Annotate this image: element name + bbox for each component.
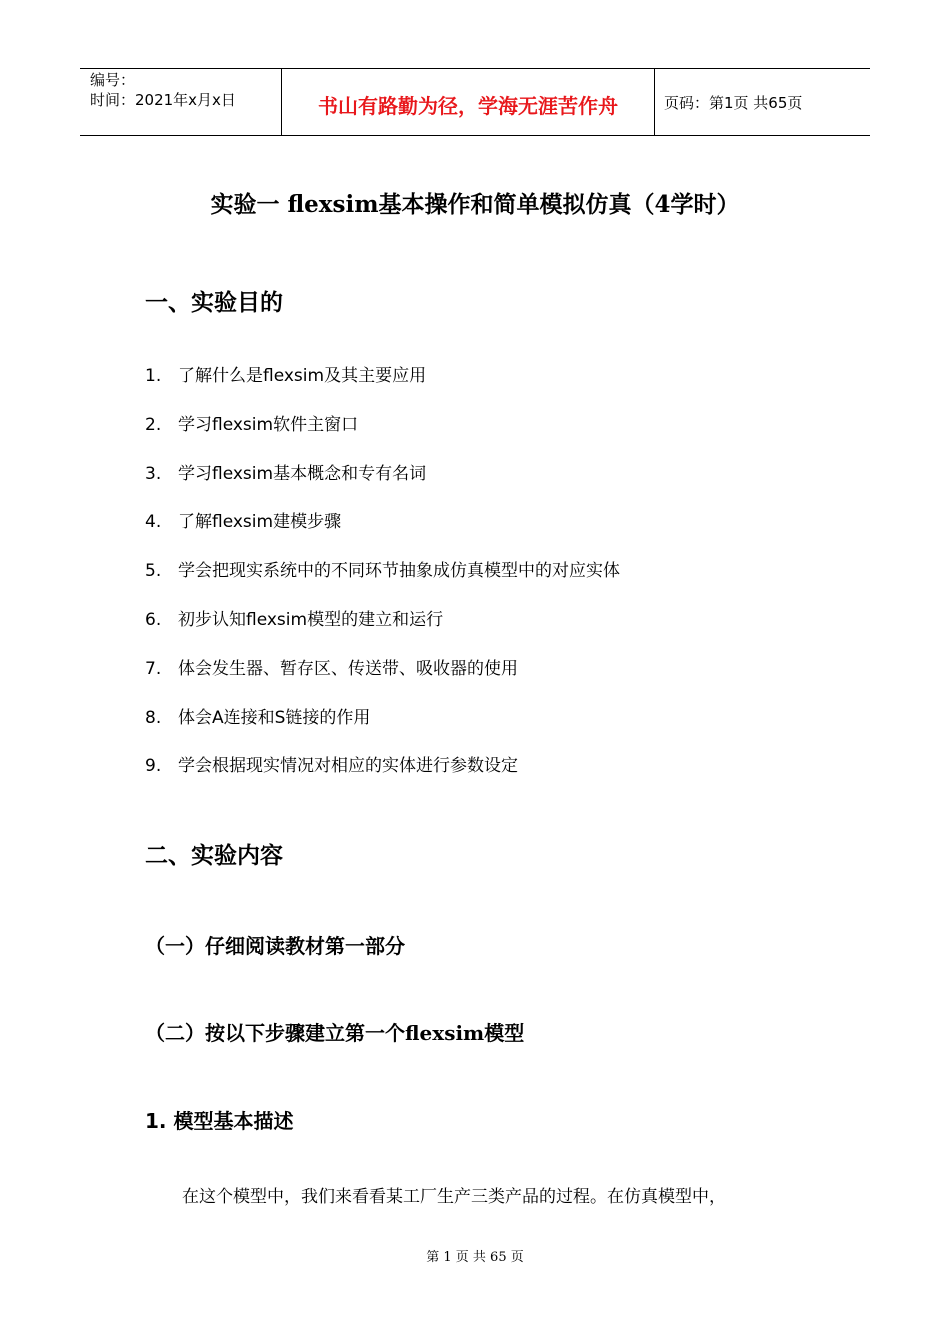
list-item [145, 657, 620, 706]
list-item-text: 体会A连接和S链接的作用 [178, 707, 371, 728]
header-motto: 书山有路勤为径，学海无涯苦作舟 [318, 94, 618, 118]
list-item-text: 初步认知flexsim模型的建立和运行 [178, 609, 444, 630]
list-item-number: 4. [145, 512, 162, 533]
list-item-text: 学会根据现实情况对相应的实体进行参数设定 [178, 756, 518, 777]
subsection-2-heading: （二）按以下步骤建立第一个flexsim模型 [145, 1021, 525, 1045]
list-item-number: 2. [145, 414, 162, 435]
subsection-1-heading: （一）仔细阅读教材第一部分 [145, 934, 405, 958]
list-item-number: 3. [145, 463, 162, 484]
body-paragraph: 在这个模型中，我们来看看某工厂生产三类产品的过程。在仿真模型中， [182, 1187, 726, 1207]
list-item-text: 学习flexsim基本概念和专有名词 [178, 463, 427, 484]
header-divider-right [654, 68, 655, 136]
page-footer: 第 1 页 共 65 页 [426, 1250, 524, 1265]
list-item-number: 8. [145, 707, 162, 728]
header-number-label: 编号： [90, 71, 136, 89]
objectives-list [145, 364, 620, 803]
list-item-number: 6. [145, 609, 162, 630]
list-item-number: 1. [145, 366, 162, 386]
list-item-number: 7. [145, 658, 162, 679]
list-item-text: 学会把现实系统中的不同环节抽象成仿真模型中的对应实体 [178, 561, 620, 582]
list-item [145, 754, 620, 803]
list-item-number: 5. [145, 561, 162, 582]
section1-heading: 一、实验目的 [145, 289, 283, 316]
list-item-text: 学习flexsim软件主窗口 [178, 414, 359, 435]
header-page-info: 页码：第1页 共65页 [664, 94, 803, 112]
list-item [145, 462, 620, 511]
list-item [145, 608, 620, 657]
document-title: 实验一 flexsim基本操作和简单模拟仿真（4学时） [210, 191, 740, 218]
section2-heading: 二、实验内容 [145, 842, 283, 869]
list-item-number: 9. [145, 756, 162, 777]
list-item-text: 了解什么是flexsim及其主要应用 [178, 366, 427, 386]
list-item [145, 706, 620, 755]
list-item-text: 体会发生器、暂存区、传送带、吸收器的使用 [178, 658, 518, 679]
header-left-cell [90, 70, 236, 110]
header-top-border [80, 68, 870, 69]
list-item-text: 了解flexsim建模步骤 [178, 512, 342, 533]
list-item [145, 413, 620, 462]
header-bottom-border [80, 135, 870, 136]
list-item [145, 510, 620, 559]
list-item [145, 364, 620, 413]
list-item [145, 559, 620, 608]
header-time-label: 时间：2021年x月x日 [90, 91, 236, 109]
subsection-3-heading: 1. 模型基本描述 [145, 1109, 294, 1133]
